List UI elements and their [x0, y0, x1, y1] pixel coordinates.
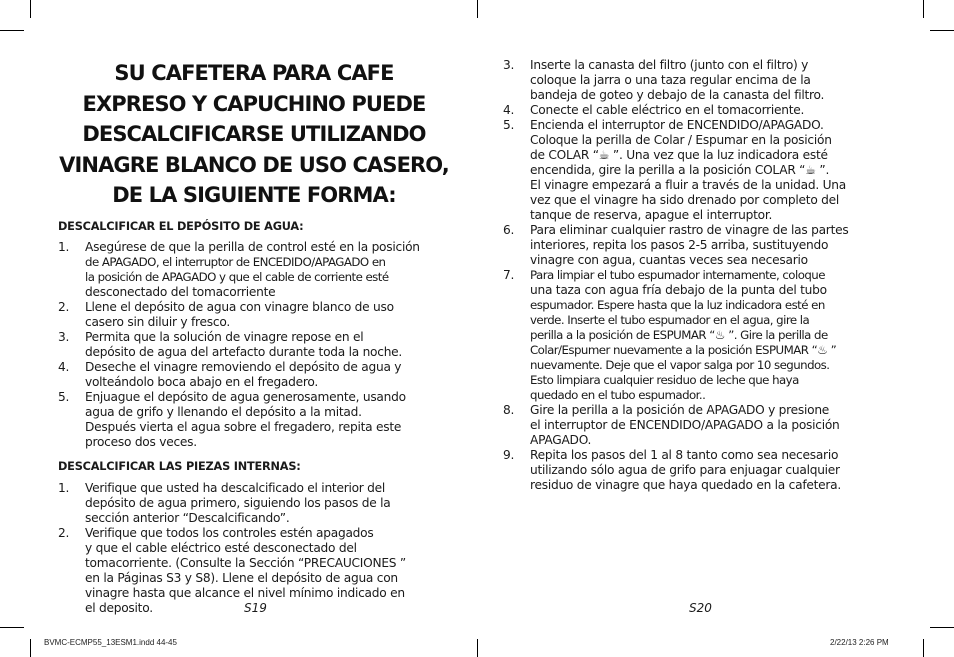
- title-line: EXPRESO Y CAPUCHINO PUEDE: [82, 91, 426, 116]
- list-item: 1. Verifique que usted ha descalcificado el interior del depósito de agua primero, siguiendo los pasos de la sección anterior “Descalcificando”.: [58, 480, 391, 525]
- footer-file-info: BVMC-ECMP55_13ESM1.indd 44-45: [44, 638, 177, 647]
- cup-icon: ☕: [598, 148, 610, 162]
- list-item: 5. Enjuague el depósito de agua generosamente, usando agua de grifo y llenando el depósito a la mitad. Después vierta el agua sobre el fregadero, repita este proceso dos veces.: [58, 389, 406, 449]
- internal-parts-steps: [58, 481, 450, 616]
- cup-icon: ☕: [805, 163, 816, 177]
- crop-mark: [0, 30, 24, 31]
- footer-date: 2/22/13 2:26 PM: [830, 638, 889, 647]
- crop-mark: [30, 0, 31, 18]
- section-heading-water-tank: DESCALCIFICAR EL DEPÓSITO DE AGUA:: [58, 219, 304, 233]
- list-item: 5. Encienda el interruptor de ENCENDIDO/APAGADO. Coloque la perilla de Colar / Espumar en la posición de COLAR “☕ ”. Una vez que la luz indicadora esté encendida, gire la perilla a la posición COLAR “☕ ”. El vinagre empezará a fluir a través de la unidad. Una vez que el vinagre ha sido drenado por completo del tanque de reserva, apague el interruptor.: [503, 118, 846, 222]
- list-item: 2. Llene el depósito de agua con vinagre blanco de uso casero sin diluir y fresco.: [58, 299, 394, 329]
- list-item: 1. Asegúrese de que la perilla de control esté en la posición de APAGADO, el interruptor de ENCEDIDO/APAGADO en la posición de APAGADO y que el cable de corriente esté desconectado del tomacorriente: [58, 239, 420, 299]
- title-line: DE LA SIGUIENTE FORMA:: [112, 183, 396, 207]
- steam-icon: ♨: [714, 328, 725, 342]
- list-item: 3. Inserte la canasta del filtro (junto con el filtro) y coloque la jarra o una taza regular encima de la bandeja de goteo y debajo de la canasta del filtro.: [503, 58, 825, 102]
- right-page: [503, 58, 885, 493]
- list-item: 8. Gire la perilla a la posición de APAGADO y presione el interruptor de ENCENDIDO/APAGADO a la posición APAGADO.: [503, 403, 840, 447]
- crop-mark: [930, 30, 954, 31]
- title-line: SU CAFETERA PARA CAFE: [114, 61, 394, 85]
- crop-mark: [923, 639, 924, 657]
- list-item: 9. Repita los pasos del 1 al 8 tanto como sea necesario utilizando sólo agua de grifo para enjuagar cualquier residuo de vinagre que haya quedado en la cafetera.: [503, 448, 841, 492]
- list-item: 2. Verifique que todos los controles estén apagados y que el cable eléctrico esté desconectado del tomacorriente. (Consulte la Sección “PRECAUCIONES ” en la Páginas S3 y S8). Llene el depósito de agua con vinagre hasta que alcance el nivel mínimo indicado en el deposito.: [58, 525, 406, 615]
- left-page: [58, 56, 450, 616]
- page-number-right: S20: [689, 601, 712, 615]
- list-item: 7. Para limpiar el tubo espumador internamente, coloque una taza con agua fría debajo de la punta del tubo espumador. Espere hasta que la luz indicadora esté en verde. Inserte el tubo espumador en el agua, gire la perilla a la posición de ESPUMAR “♨ ”. Gire la perilla de Colar/Espumer nuevamente a la posición ESPUMAR “♨ ” nuevamente. Deje que el vapor salga por 10 segundos. Esto limpiara cualquier residuo de leche que haya quedado en el tubo espumador..: [503, 268, 837, 402]
- steam-icon: ♨: [817, 343, 828, 357]
- crop-mark: [930, 627, 954, 628]
- crop-mark: [30, 639, 31, 657]
- list-item: 3. Permita que la solución de vinagre repose en el depósito de agua del artefacto durante toda la noche.: [58, 329, 403, 359]
- list-item: 4. Deseche el vinagre removiendo el depósito de agua y volteándolo boca abajo en el fregadero.: [58, 359, 402, 389]
- crop-mark: [0, 627, 24, 628]
- title-line: DESCALCIFICARSE UTILIZANDO: [82, 122, 426, 146]
- crop-mark: [477, 639, 478, 657]
- page-title: [58, 58, 450, 211]
- list-item: 6. Para eliminar cualquier rastro de vinagre de las partes interiores, repita los pasos 2-5 arriba, sustituyendo vinagre con agua, cuantas veces sea necesario: [503, 223, 849, 267]
- title-line: VINAGRE BLANCO DE USO CASERO,: [59, 152, 449, 177]
- page-number-left: S19: [244, 601, 267, 615]
- crop-mark: [477, 0, 478, 18]
- water-tank-steps: [58, 240, 450, 450]
- list-item: 4. Conecte el cable eléctrico en el tomacorriente.: [503, 103, 805, 117]
- crop-mark: [923, 0, 924, 18]
- section-heading-internal-parts: DESCALCIFICAR LAS PIEZAS INTERNAS:: [58, 459, 301, 473]
- internal-parts-steps-continued: [503, 58, 885, 493]
